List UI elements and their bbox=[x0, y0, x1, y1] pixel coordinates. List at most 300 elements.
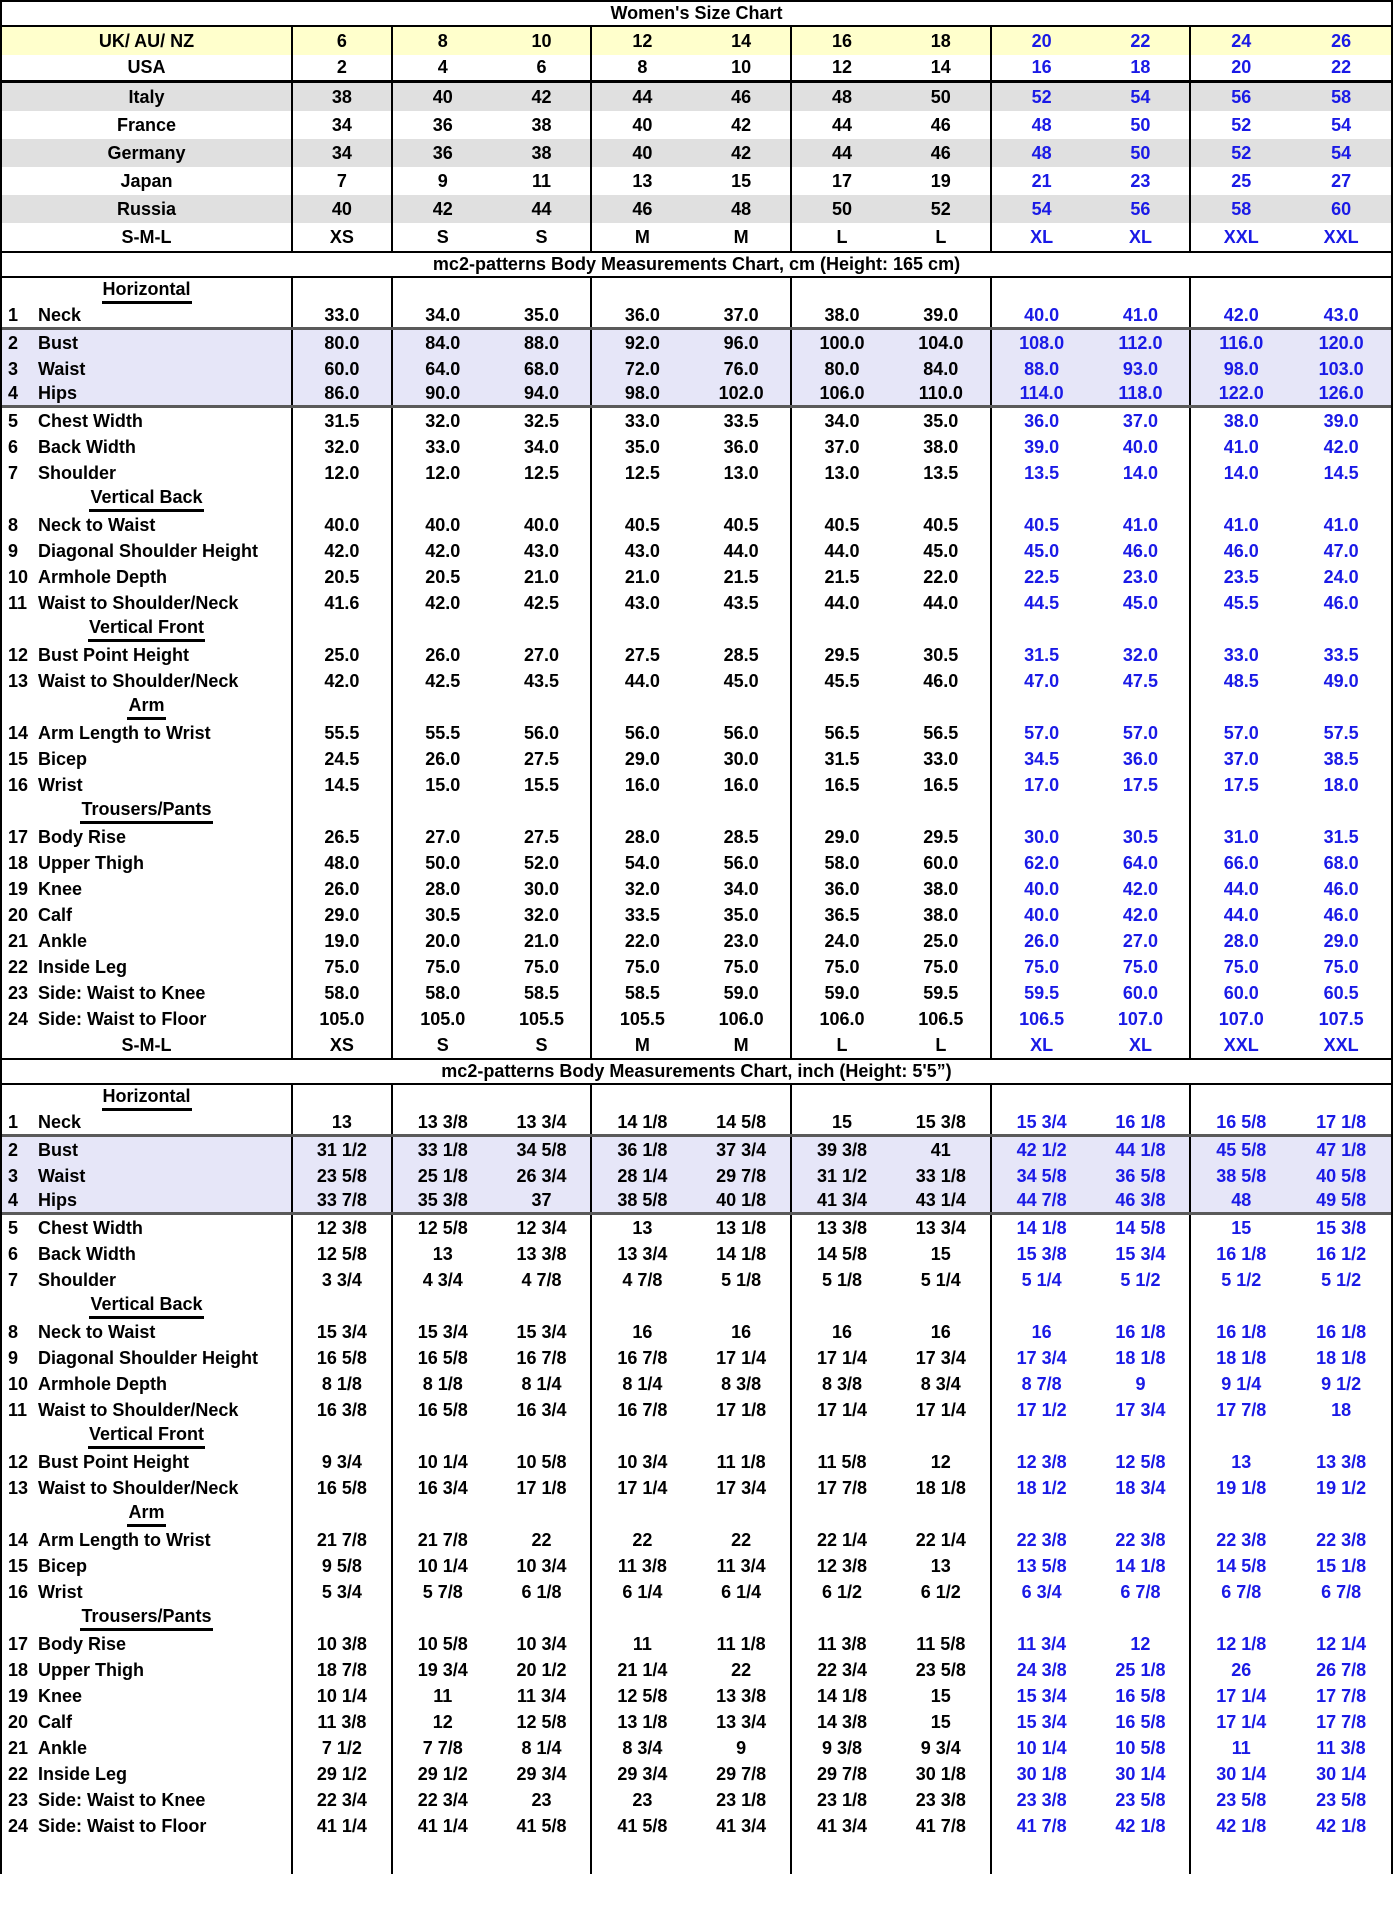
value-cell: 33 1/8 bbox=[417, 1139, 468, 1160]
value-cell: 42 1/8 bbox=[1092, 1813, 1192, 1839]
value-cell: 14 1/8 bbox=[1092, 1553, 1192, 1579]
value-cell: 30 1/4 bbox=[1216, 1763, 1267, 1784]
value-cell: 5 1/8 bbox=[821, 1269, 863, 1290]
value-cell: 33 7/8 bbox=[293, 1189, 393, 1212]
value-cell: 106.5 bbox=[1019, 1008, 1065, 1029]
value-cell: 17.5 bbox=[1092, 772, 1192, 798]
value-cell bbox=[493, 1423, 593, 1449]
value-cell bbox=[493, 1293, 593, 1319]
value-cell bbox=[1092, 1085, 1192, 1111]
value-cell: 17 7/8 bbox=[1316, 1711, 1367, 1732]
value-cell: 5 7/8 bbox=[422, 1581, 463, 1602]
value-cell: 46.0 bbox=[892, 668, 992, 694]
value-cell: 44.0 bbox=[624, 670, 660, 691]
value-cell: 41 1/4 bbox=[293, 1813, 393, 1839]
value-cell: 25 1/8 bbox=[1092, 1657, 1192, 1683]
row-label-text: Bust Point Height bbox=[38, 644, 189, 665]
value-cell: 30 1/4 bbox=[1316, 1763, 1367, 1784]
value-cell: 16 bbox=[831, 30, 852, 51]
value-cell: 14 1/8 bbox=[1016, 1217, 1067, 1238]
value-cell: 13.5 bbox=[1024, 462, 1060, 483]
value-cell: 33.5 bbox=[624, 904, 660, 925]
value-cell: 29.0 bbox=[1323, 930, 1359, 951]
value-cell: 21.0 bbox=[624, 566, 660, 587]
value-cell: 30 1/8 bbox=[1016, 1763, 1067, 1784]
value-cell bbox=[592, 486, 692, 512]
table-row bbox=[2, 772, 1391, 798]
value-cell: 59.0 bbox=[824, 982, 860, 1003]
value-cell: 48 bbox=[1231, 1190, 1252, 1210]
row-label bbox=[2, 1553, 293, 1579]
value-cell: 22 1/4 bbox=[892, 1527, 992, 1553]
table-row bbox=[2, 408, 1391, 434]
table-row bbox=[2, 1137, 1391, 1163]
table-row bbox=[2, 195, 1391, 223]
value-cell: 21 1/4 bbox=[617, 1659, 668, 1680]
row-label-text: Upper Thigh bbox=[38, 852, 144, 873]
value-cell: 41 3/4 bbox=[816, 1190, 868, 1210]
row-label-text: Shoulder bbox=[38, 1269, 117, 1290]
value-cell: 16 1/8 bbox=[1216, 1243, 1267, 1264]
value-cell bbox=[992, 1085, 1092, 1111]
value-cell: 15 bbox=[892, 1683, 992, 1709]
section-header bbox=[2, 616, 293, 642]
value-cell bbox=[992, 1293, 1092, 1319]
row-number: 11 bbox=[8, 592, 28, 613]
section-header bbox=[2, 798, 293, 824]
value-cell: XXL bbox=[1223, 1034, 1259, 1055]
value-cell: 13 1/8 bbox=[692, 1215, 792, 1241]
row-label bbox=[2, 1475, 293, 1501]
value-cell: 36 1/8 bbox=[617, 1139, 668, 1160]
value-cell: 40.5 bbox=[1024, 514, 1060, 535]
table-row bbox=[2, 590, 1391, 616]
value-cell: 24.5 bbox=[293, 746, 393, 772]
value-cell bbox=[1291, 798, 1391, 824]
row-label: Italy bbox=[2, 83, 293, 111]
cm-chart-title: mc2-patterns Body Measurements Chart, cm (Height: 165 cm) bbox=[2, 251, 1391, 278]
value-cell: 14 3/8 bbox=[816, 1711, 868, 1732]
value-cell: 50.0 bbox=[425, 852, 461, 873]
value-cell bbox=[1092, 694, 1192, 720]
value-cell bbox=[992, 694, 1092, 720]
value-cell: 19 bbox=[892, 167, 992, 195]
row-label bbox=[2, 1319, 293, 1345]
table-row bbox=[2, 1761, 1391, 1787]
value-cell: 15 3/4 bbox=[493, 1319, 593, 1345]
value-cell: 15.5 bbox=[493, 772, 593, 798]
value-cell: XS bbox=[293, 223, 393, 251]
value-cell: 33.0 bbox=[1223, 644, 1259, 665]
value-cell bbox=[393, 1423, 493, 1449]
row-label-text: Hips bbox=[38, 383, 78, 403]
value-cell bbox=[892, 1605, 992, 1631]
value-cell: 17 7/8 bbox=[1216, 1399, 1267, 1420]
value-cell: 23 5/8 bbox=[1316, 1789, 1367, 1810]
value-cell bbox=[393, 1501, 493, 1527]
value-cell: 36 5/8 bbox=[1092, 1163, 1192, 1189]
value-cell: 41 1/4 bbox=[417, 1815, 468, 1836]
value-cell: 13 3/8 bbox=[816, 1217, 868, 1238]
table-row bbox=[2, 278, 1391, 304]
value-cell: 46.0 bbox=[1323, 878, 1359, 899]
value-cell: 18 3/4 bbox=[1092, 1475, 1192, 1501]
value-cell: 58.5 bbox=[624, 982, 660, 1003]
value-cell bbox=[293, 1501, 393, 1527]
value-cell: 41 7/8 bbox=[1016, 1815, 1067, 1836]
row-label bbox=[2, 434, 293, 460]
value-cell: 22 bbox=[692, 1527, 792, 1553]
value-cell: 13 3/8 bbox=[417, 1112, 468, 1132]
row-number: 5 bbox=[8, 410, 19, 431]
row-label-text: Waist to Shoulder/Neck bbox=[38, 1477, 239, 1498]
value-cell: 16 bbox=[692, 1319, 792, 1345]
value-cell: 12 5/8 bbox=[1092, 1449, 1192, 1475]
value-cell: 16 7/8 bbox=[617, 1399, 668, 1420]
value-cell: 22 3/4 bbox=[293, 1787, 393, 1813]
value-cell: 27.5 bbox=[493, 746, 593, 772]
value-cell bbox=[1092, 486, 1192, 512]
section-header-text: Vertical Back bbox=[89, 487, 203, 512]
value-cell: 34.0 bbox=[824, 410, 860, 431]
table-row bbox=[2, 1813, 1391, 1839]
value-cell bbox=[692, 798, 792, 824]
value-cell: 42.0 bbox=[1092, 902, 1192, 928]
value-cell: 18 bbox=[1092, 55, 1192, 80]
value-cell: 15 bbox=[831, 1112, 852, 1132]
value-cell: M bbox=[634, 226, 650, 247]
row-label: UK/ AU/ NZ bbox=[2, 27, 293, 55]
value-cell bbox=[1191, 798, 1291, 824]
value-cell: 23.0 bbox=[692, 928, 792, 954]
value-cell: 14 1/8 bbox=[617, 1112, 668, 1132]
row-label bbox=[2, 746, 293, 772]
value-cell: S bbox=[436, 1034, 449, 1055]
value-cell: 12 1/8 bbox=[1216, 1633, 1267, 1654]
value-cell: L bbox=[892, 223, 992, 251]
value-cell bbox=[1092, 1293, 1192, 1319]
value-cell: 14 5/8 bbox=[816, 1243, 868, 1264]
value-cell: 44 7/8 bbox=[1016, 1190, 1067, 1210]
value-cell: 35.0 bbox=[493, 304, 593, 327]
row-label-text: Inside Leg bbox=[38, 1763, 128, 1784]
value-cell: 112.0 bbox=[1092, 330, 1192, 356]
value-cell: 22 3/8 bbox=[1092, 1527, 1192, 1553]
value-cell bbox=[493, 694, 593, 720]
value-cell: 22 3/8 bbox=[1216, 1529, 1267, 1550]
value-cell: 27.0 bbox=[1092, 928, 1192, 954]
row-number: 17 bbox=[8, 1633, 29, 1654]
value-cell bbox=[592, 278, 692, 304]
row-label-text: Ankle bbox=[38, 930, 88, 951]
table-row bbox=[2, 1683, 1391, 1709]
value-cell: 6 7/8 bbox=[1092, 1579, 1192, 1605]
value-cell bbox=[892, 486, 992, 512]
value-cell: 26 3/4 bbox=[493, 1163, 593, 1189]
value-cell bbox=[592, 1423, 692, 1449]
value-cell: 46.0 bbox=[1223, 540, 1259, 561]
value-cell: 46.0 bbox=[1092, 538, 1192, 564]
row-label-text: Bust bbox=[38, 1139, 78, 1160]
value-cell: 17 7/8 bbox=[816, 1477, 868, 1498]
value-cell: 6 bbox=[293, 27, 393, 55]
value-cell: 59.0 bbox=[692, 980, 792, 1006]
table-row bbox=[2, 330, 1391, 356]
value-cell: 4 3/4 bbox=[422, 1269, 463, 1290]
value-cell: 56.0 bbox=[624, 722, 660, 743]
value-cell: 23 1/8 bbox=[692, 1787, 792, 1813]
value-cell: 17 1/4 bbox=[617, 1477, 668, 1498]
value-cell bbox=[992, 1423, 1092, 1449]
value-cell bbox=[592, 1605, 692, 1631]
value-cell: 37.0 bbox=[692, 304, 792, 327]
value-cell: 41 5/8 bbox=[617, 1815, 668, 1836]
value-cell bbox=[293, 1839, 393, 1874]
value-cell: 72.0 bbox=[624, 358, 660, 379]
inch-measurement-rows bbox=[2, 1085, 1391, 1874]
value-cell: 75.0 bbox=[1223, 956, 1259, 977]
value-cell: XL bbox=[1092, 1032, 1192, 1058]
value-cell: 29.5 bbox=[824, 644, 860, 665]
value-cell bbox=[692, 278, 792, 304]
row-label bbox=[2, 1787, 293, 1813]
value-cell: 12 3/8 bbox=[816, 1555, 868, 1576]
row-number: 2 bbox=[8, 332, 19, 353]
row-number: 23 bbox=[8, 1789, 29, 1810]
value-cell: 8 7/8 bbox=[1021, 1373, 1062, 1394]
value-cell: 105.0 bbox=[293, 1006, 393, 1032]
value-cell: 43 1/4 bbox=[892, 1189, 992, 1212]
value-cell: 21.5 bbox=[824, 566, 860, 587]
value-cell: 58 bbox=[1331, 86, 1352, 107]
value-cell: 26.0 bbox=[425, 644, 461, 665]
row-number: 10 bbox=[8, 566, 29, 587]
value-cell: 5 3/4 bbox=[293, 1579, 393, 1605]
row-label bbox=[2, 1111, 293, 1134]
value-cell: 6 1/8 bbox=[493, 1579, 593, 1605]
value-cell: 19 3/4 bbox=[417, 1659, 468, 1680]
value-cell: 17 1/4 bbox=[692, 1345, 792, 1371]
value-cell: XL bbox=[1092, 223, 1192, 251]
row-label bbox=[2, 954, 293, 980]
row-label: USA bbox=[2, 55, 293, 80]
value-cell: 16 5/8 bbox=[1216, 1112, 1267, 1132]
row-label: S-M-L bbox=[2, 1032, 293, 1058]
row-label-text: Ankle bbox=[38, 1737, 88, 1758]
value-cell: 35.0 bbox=[692, 902, 792, 928]
value-cell: 6 1/2 bbox=[892, 1579, 992, 1605]
value-cell: 38 bbox=[293, 83, 393, 111]
row-label-text: Calf bbox=[38, 904, 73, 925]
value-cell: 29.0 bbox=[293, 902, 393, 928]
value-cell bbox=[792, 798, 892, 824]
value-cell: 22 3/8 bbox=[1316, 1529, 1367, 1550]
value-cell: 28.0 bbox=[1223, 930, 1259, 951]
value-cell: 15 bbox=[1231, 1217, 1252, 1238]
value-cell: 52 bbox=[892, 195, 992, 223]
value-cell: 107.0 bbox=[1218, 1008, 1264, 1029]
value-cell: 12 3/8 bbox=[293, 1215, 393, 1241]
table-row bbox=[2, 564, 1391, 590]
value-cell: 13 bbox=[632, 170, 653, 191]
value-cell: 21.5 bbox=[692, 564, 792, 590]
value-cell: 50 bbox=[1092, 139, 1192, 167]
value-cell: XL bbox=[1030, 226, 1054, 247]
row-number: 14 bbox=[8, 722, 29, 743]
value-cell: 75.0 bbox=[892, 954, 992, 980]
value-cell: 30.5 bbox=[1092, 824, 1192, 850]
value-cell: 84.0 bbox=[892, 356, 992, 382]
row-number: 22 bbox=[8, 1763, 29, 1784]
value-cell: 22 bbox=[692, 1657, 792, 1683]
value-cell: 16 1/8 bbox=[1216, 1321, 1267, 1342]
value-cell: 13 bbox=[632, 1217, 653, 1238]
value-cell: 20.0 bbox=[425, 930, 461, 951]
row-label-text: Waist bbox=[38, 1165, 86, 1186]
value-cell: 96.0 bbox=[692, 330, 792, 356]
row-label-text: Side: Waist to Knee bbox=[38, 982, 206, 1003]
row-number: 21 bbox=[8, 1737, 29, 1758]
row-label-text: Waist to Shoulder/Neck bbox=[38, 592, 239, 613]
value-cell: 44 bbox=[831, 114, 852, 135]
value-cell: 88.0 bbox=[493, 330, 593, 356]
value-cell: 8 3/8 bbox=[692, 1371, 792, 1397]
cm-measurement-rows bbox=[2, 278, 1391, 1058]
row-label bbox=[2, 1163, 293, 1189]
value-cell: 33.0 bbox=[624, 410, 660, 431]
value-cell: 17.5 bbox=[1223, 774, 1259, 795]
row-label bbox=[2, 980, 293, 1006]
value-cell: 15 bbox=[892, 1709, 992, 1735]
row-label: Russia bbox=[2, 195, 293, 223]
value-cell bbox=[892, 1085, 992, 1111]
value-cell: 13 3/8 bbox=[1316, 1451, 1367, 1472]
value-cell bbox=[1291, 1839, 1391, 1874]
value-cell: 31 1/2 bbox=[293, 1137, 393, 1163]
value-cell: 41.0 bbox=[1223, 514, 1259, 535]
value-cell: 40 bbox=[432, 86, 453, 107]
value-cell: XS bbox=[293, 1032, 393, 1058]
table-row bbox=[2, 668, 1391, 694]
row-label bbox=[2, 382, 293, 405]
value-cell bbox=[1191, 1605, 1291, 1631]
value-cell bbox=[293, 1293, 393, 1319]
value-cell: 10 5/8 bbox=[1092, 1735, 1192, 1761]
value-cell: 35.0 bbox=[624, 436, 660, 457]
row-label bbox=[2, 1345, 293, 1371]
value-cell: 44.0 bbox=[1223, 878, 1259, 899]
value-cell: 24.0 bbox=[824, 930, 860, 951]
value-cell: 14.0 bbox=[1092, 460, 1192, 486]
value-cell: 18 1/8 bbox=[1316, 1347, 1367, 1368]
row-label-text: Armhole Depth bbox=[38, 566, 168, 587]
value-cell bbox=[992, 798, 1092, 824]
row-number: 3 bbox=[8, 358, 19, 379]
value-cell: 56.0 bbox=[692, 720, 792, 746]
section-header-text: Trousers/Pants bbox=[80, 799, 212, 824]
value-cell: 47.0 bbox=[1024, 670, 1060, 691]
value-cell: 19 1/2 bbox=[1316, 1477, 1367, 1498]
value-cell: 42 bbox=[432, 198, 453, 219]
value-cell: 17.0 bbox=[1024, 774, 1060, 795]
row-number: 17 bbox=[8, 826, 29, 847]
row-label bbox=[2, 460, 293, 486]
value-cell: 11 bbox=[632, 1633, 652, 1654]
value-cell: 40.0 bbox=[1024, 305, 1060, 325]
value-cell: 46 bbox=[892, 111, 992, 139]
value-cell: 10 3/8 bbox=[293, 1631, 393, 1657]
value-cell: 107.0 bbox=[1092, 1006, 1192, 1032]
value-cell: 44.0 bbox=[692, 538, 792, 564]
table-row bbox=[2, 616, 1391, 642]
row-number: 22 bbox=[8, 956, 29, 977]
value-cell: M bbox=[692, 223, 792, 251]
value-cell: 13 1/8 bbox=[617, 1711, 668, 1732]
table-row bbox=[2, 1839, 1391, 1874]
value-cell bbox=[692, 486, 792, 512]
value-cell: 22 3/8 bbox=[1016, 1529, 1067, 1550]
row-number: 8 bbox=[8, 514, 19, 535]
value-cell: 15 3/4 bbox=[293, 1319, 393, 1345]
value-cell: 32.0 bbox=[293, 434, 393, 460]
value-cell: 43.0 bbox=[1323, 305, 1359, 325]
value-cell: 7 1/2 bbox=[293, 1735, 393, 1761]
value-cell: 13 3/4 bbox=[617, 1243, 668, 1264]
value-cell: 21.0 bbox=[493, 928, 593, 954]
value-cell: 17 bbox=[831, 170, 852, 191]
value-cell bbox=[493, 1085, 593, 1111]
value-cell: 44 1/8 bbox=[1092, 1137, 1192, 1163]
value-cell: 22 bbox=[1331, 57, 1352, 77]
table-row bbox=[2, 1527, 1391, 1553]
row-label bbox=[2, 928, 293, 954]
value-cell: 46 bbox=[892, 139, 992, 167]
value-cell: 34.0 bbox=[692, 876, 792, 902]
value-cell: 88.0 bbox=[1024, 358, 1060, 379]
value-cell: 55.5 bbox=[425, 722, 461, 743]
value-cell: 39.0 bbox=[892, 304, 992, 327]
value-cell: 17 3/4 bbox=[1016, 1347, 1067, 1368]
section-header-text: Vertical Front bbox=[88, 617, 205, 642]
value-cell: 37 3/4 bbox=[692, 1137, 792, 1163]
value-cell: 13.5 bbox=[892, 460, 992, 486]
value-cell: 19.0 bbox=[293, 928, 393, 954]
value-cell: 29 7/8 bbox=[692, 1163, 792, 1189]
table-row bbox=[2, 824, 1391, 850]
value-cell: 75.0 bbox=[425, 956, 461, 977]
value-cell: 36.0 bbox=[1024, 410, 1060, 431]
value-cell: 16 1/8 bbox=[1092, 1319, 1192, 1345]
value-cell: 40 bbox=[293, 195, 393, 223]
value-cell: 93.0 bbox=[1092, 356, 1192, 382]
value-cell: 30 1/4 bbox=[1092, 1761, 1192, 1787]
value-cell: 12 bbox=[1092, 1631, 1192, 1657]
row-label bbox=[2, 1683, 293, 1709]
value-cell: 17 7/8 bbox=[1316, 1685, 1367, 1706]
value-cell bbox=[692, 1501, 792, 1527]
value-cell: 12 bbox=[892, 1449, 992, 1475]
value-cell: 17 1/4 bbox=[816, 1347, 868, 1368]
row-number: 12 bbox=[8, 1451, 29, 1472]
value-cell: S bbox=[493, 223, 593, 251]
value-cell: 13 5/8 bbox=[1016, 1555, 1067, 1576]
row-label-text: Knee bbox=[38, 878, 83, 899]
section-header bbox=[2, 1423, 293, 1449]
value-cell bbox=[393, 278, 493, 304]
value-cell: 21 7/8 bbox=[417, 1529, 468, 1550]
row-label bbox=[2, 1006, 293, 1032]
value-cell: 40.5 bbox=[692, 512, 792, 538]
